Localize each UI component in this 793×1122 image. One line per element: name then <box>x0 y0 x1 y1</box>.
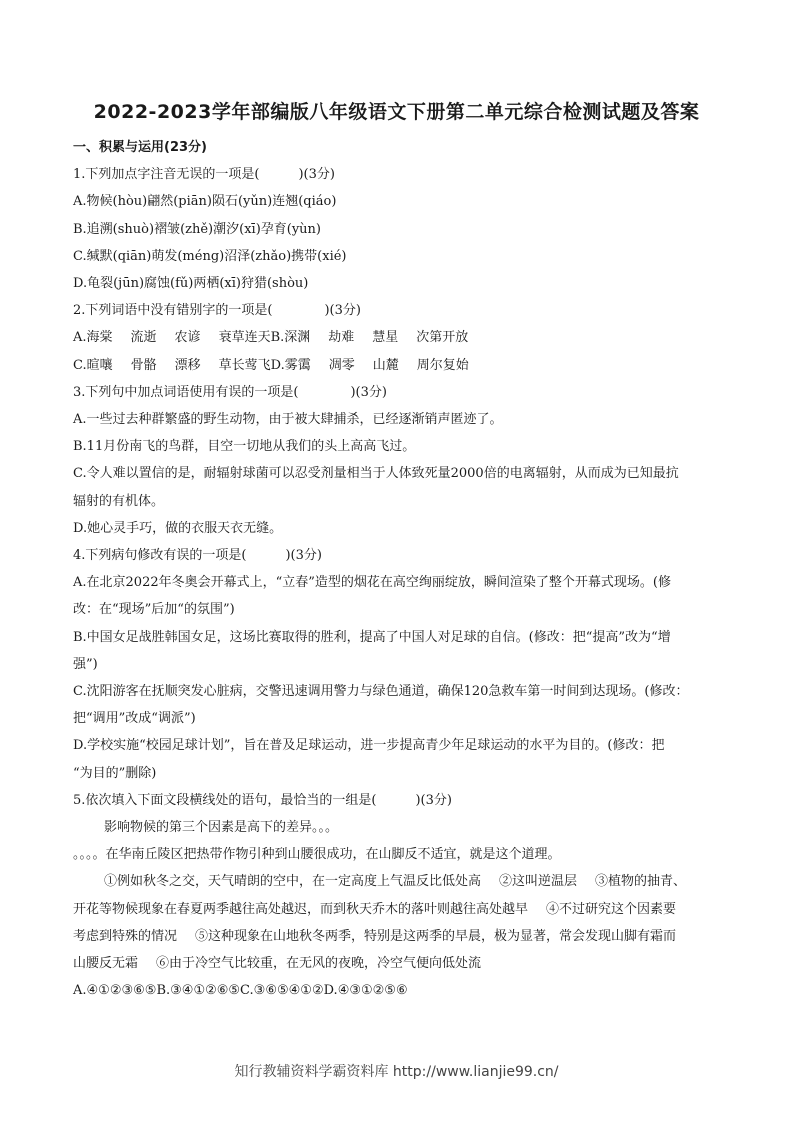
q1-option-b: B.追溯(shuò)褶皱(zhě)潮汐(xī)孕育(yùn) <box>73 221 321 237</box>
page-title: 2022-2023学年部编版八年级语文下册第二单元综合检测试题及答案 <box>93 101 700 123</box>
q3-stem: 3.下列句中加点词语使用有误的一项是( )(3分) <box>73 384 387 400</box>
word: 慧星 <box>372 330 399 346</box>
word: 衰草连天B.深渊 <box>218 330 311 346</box>
q5-passage-line2: 。。。。在华南丘陵区把热带作物引种到山腰很成功，在山脚反不适宜，就是这个道理。 <box>73 847 561 863</box>
word: 农谚 <box>174 330 201 346</box>
q3-option-c-line1: C.令人难以置信的是，耐辐射球菌可以忍受剂量相当于人体致死量2000倍的电离辐射，从而成为已知最抗 <box>73 466 679 482</box>
word: 山麓 <box>372 357 399 373</box>
q1-option-a: A.物候(hòu)翩然(piān)陨石(yǔn)连翘(qiáo) <box>73 194 337 210</box>
q1-stem: 1.下列加点字注音无误的一项是( )(3分) <box>73 167 335 183</box>
sentence-4-cont: 考虑到特殊的情况 <box>73 928 178 944</box>
sentence-2: ②这叫逆温层 <box>499 874 578 890</box>
q3-option-d: D.她心灵手巧，做的衣服天衣无缝。 <box>73 520 283 536</box>
word: 骨骼 <box>130 357 157 373</box>
q4-option-b-line1: B.中国女足战胜韩国女足，这场比赛取得的胜利，提高了中国人对足球的自信。(修改：把“提高”改为“增 <box>73 629 671 645</box>
q2-options-row1 <box>73 324 725 351</box>
word: 次第开放 <box>416 330 469 346</box>
word: A.海棠 <box>73 330 113 346</box>
q5-stem: 5.依次填入下面文段横线处的语句，最恰当的一组是( )(3分) <box>73 792 452 808</box>
q3-option-b: B.11月份南飞的鸟群，目空一切地从我们的头上高高飞过。 <box>73 439 416 455</box>
footer-watermark: 知行教辅资料学霸资料库 http://www.lianjie99.cn/ <box>234 1064 559 1080</box>
q4-option-d-line1: D.学校实施“校园足球计划”，旨在普及足球运动，进一步提高青少年足球运动的水平为目的。(修改：把 <box>73 738 665 754</box>
q5-passage-line1: 影响物候的第三个因素是高下的差异。。。 <box>104 820 339 836</box>
q4-option-c-line1: C.沈阳游客在抚顺突发心脏病，交警迅速调用警力与绿色通道，确保120急救车第一时间到达现场。(修改： <box>73 684 689 700</box>
sentence-1: ①例如秋冬之交，天气晴朗的空中，在一定高度上气温反比低处高 <box>104 874 482 890</box>
word: 凋零 <box>328 357 355 373</box>
q5-sentences-line1 <box>73 868 725 895</box>
q4-stem: 4.下列病句修改有误的一项是( )(3分) <box>73 548 322 564</box>
q2-stem: 2.下列词语中没有错别字的一项是( )(3分) <box>73 303 361 319</box>
exam-content <box>73 134 725 1005</box>
q5-answer-options: A.④①②③⑥⑤B.③④①②⑥⑤C.③⑥⑤④①②D.④③①②⑤⑥ <box>73 983 408 999</box>
word: C.暄嚷 <box>73 357 113 373</box>
q3-option-c-line2: 辐射的有机体。 <box>73 493 165 509</box>
sentence-3-cont: 开花等物候现象在春夏两季越往高处越迟，而到秋天乔木的落叶则越往高处越早 <box>73 901 529 917</box>
q3-option-a: A.一些过去种群繁盛的野生动物，由于被大肆捕杀，已经逐渐销声匿迹了。 <box>73 412 503 428</box>
word: 流逝 <box>130 330 157 346</box>
q1-option-d: D.龟裂(jūn)腐蚀(fǔ)两栖(xī)狩猎(shòu) <box>73 276 309 292</box>
q4-option-b-line2: 强”) <box>73 656 98 672</box>
word: 漂移 <box>174 357 201 373</box>
sentence-5-cont: 山腰反无霜 <box>73 956 139 972</box>
q5-sentences-line4 <box>73 950 725 977</box>
sentence-6: ⑥由于冷空气比较重，在无风的夜晚，冷空气便向低处流 <box>156 956 482 972</box>
q4-option-a-line1: A.在北京2022年冬奥会开幕式上，“立春”造型的烟花在高空绚丽绽放，瞬间渲染了整个开幕式现场。(修 <box>73 575 671 591</box>
section-heading: 一、积累与运用(23分) <box>73 140 207 155</box>
q1-option-c: C.缄默(qiān)萌发(méng)沼泽(zhǎo)携带(xié) <box>73 248 347 264</box>
q4-option-c-line2: 把“调用”改成“调派”) <box>73 711 196 727</box>
q5-sentences-line3 <box>73 923 725 950</box>
q4-option-d-line2: “为目的”删除) <box>73 765 157 781</box>
word: 劫难 <box>328 330 355 346</box>
sentence-3: ③植物的抽青、 <box>595 874 687 890</box>
sentence-4: ④不过研究这个因素要 <box>546 901 677 917</box>
word: 周尔复始 <box>416 357 469 373</box>
q5-sentences-line2 <box>73 896 725 923</box>
q4-option-a-line2: 改：在“现场”后加“的氛围”) <box>73 602 235 618</box>
q2-options-row2 <box>73 352 725 379</box>
sentence-5: ⑤这种现象在山地秋冬两季，特别是这两季的早晨，极为显著，常会发现山脚有霜而 <box>195 928 677 944</box>
word: 草长莺飞D.雾霭 <box>218 357 311 373</box>
